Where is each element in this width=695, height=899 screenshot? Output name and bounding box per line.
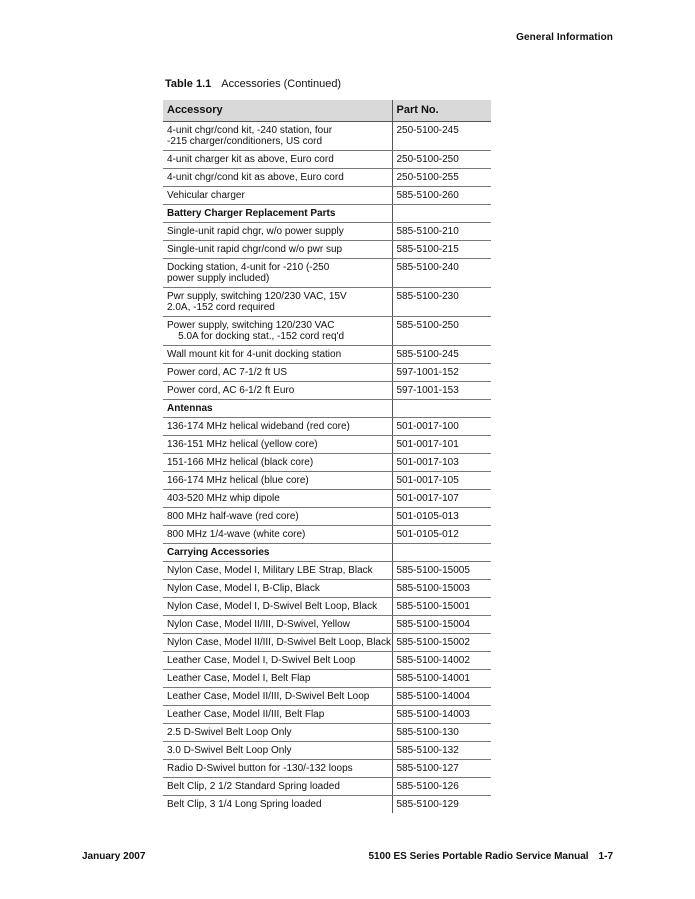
table-row [163, 259, 491, 288]
accessory-cell: Power cord, AC 7-1/2 ft US [163, 364, 392, 382]
accessory-cell: Single-unit rapid chgr, w/o power supply [163, 223, 392, 241]
accessory-cell: Power supply, switching 120/230 VAC 5.0A for docking stat., -152 cord req'd [163, 317, 392, 346]
table-row [163, 418, 491, 436]
accessory-cell: Single-unit rapid chgr/cond w/o pwr sup [163, 241, 392, 259]
part-number-cell: 501-0017-105 [392, 472, 491, 490]
part-number-cell: 250-5100-245 [392, 122, 491, 151]
part-number-cell [392, 544, 491, 562]
table-row [163, 346, 491, 364]
section-title: Battery Charger Replacement Parts [163, 205, 392, 223]
accessory-cell: Docking station, 4-unit for -210 (-250 power supply included) [163, 259, 392, 288]
part-number-cell: 585-5100-14002 [392, 652, 491, 670]
part-number-cell: 585-5100-127 [392, 760, 491, 778]
accessory-cell: 4-unit chgr/cond kit, -240 station, four -215 charger/conditioners, US cord [163, 122, 392, 151]
table-row [163, 724, 491, 742]
footer-page-number: 1-7 [598, 851, 613, 862]
accessory-cell: Nylon Case, Model II/III, D-Swivel, Yellow [163, 616, 392, 634]
part-number-cell: 585-5100-15004 [392, 616, 491, 634]
part-number-cell: 585-5100-240 [392, 259, 491, 288]
part-number-cell: 585-5100-210 [392, 223, 491, 241]
accessory-cell: Pwr supply, switching 120/230 VAC, 15V 2.0A, -152 cord required [163, 288, 392, 317]
table-row [163, 382, 491, 400]
part-number-cell: 585-5100-15001 [392, 598, 491, 616]
table-row [163, 688, 491, 706]
table-row [163, 598, 491, 616]
footer-manual-title: 5100 ES Series Portable Radio Service Manual [368, 851, 589, 862]
accessory-cell: 136-151 MHz helical (yellow core) [163, 436, 392, 454]
table-row [163, 317, 491, 346]
table-row [163, 742, 491, 760]
accessory-cell: 136-174 MHz helical wideband (red core) [163, 418, 392, 436]
accessory-cell: Leather Case, Model II/III, Belt Flap [163, 706, 392, 724]
part-number-cell: 585-5100-126 [392, 778, 491, 796]
accessory-cell: 403-520 MHz whip dipole [163, 490, 392, 508]
table-row [163, 796, 491, 814]
footer-manual-info [368, 851, 613, 862]
part-number-cell: 501-0017-107 [392, 490, 491, 508]
accessory-cell: 151-166 MHz helical (black core) [163, 454, 392, 472]
section-header-row [163, 205, 491, 223]
table-row [163, 151, 491, 169]
section-header-row [163, 544, 491, 562]
table-number: Table 1.1 [165, 78, 212, 90]
table-row [163, 760, 491, 778]
accessory-cell: Nylon Case, Model I, Military LBE Strap, Black [163, 562, 392, 580]
section-title: Antennas [163, 400, 392, 418]
section-title: Carrying Accessories [163, 544, 392, 562]
part-number-cell: 585-5100-15003 [392, 580, 491, 598]
part-number-cell: 501-0105-012 [392, 526, 491, 544]
part-number-cell: 585-5100-14003 [392, 706, 491, 724]
table-caption [165, 78, 341, 90]
part-number-cell: 501-0105-013 [392, 508, 491, 526]
accessory-cell: Vehicular charger [163, 187, 392, 205]
table-row [163, 562, 491, 580]
part-number-cell: 585-5100-245 [392, 346, 491, 364]
part-number-cell: 585-5100-250 [392, 317, 491, 346]
running-header: General Information [516, 32, 613, 43]
part-number-cell: 585-5100-129 [392, 796, 491, 814]
table-row [163, 670, 491, 688]
table-row [163, 187, 491, 205]
accessory-cell: Radio D-Swivel button for -130/-132 loops [163, 760, 392, 778]
part-number-cell: 597-1001-152 [392, 364, 491, 382]
part-number-cell: 501-0017-100 [392, 418, 491, 436]
table-row [163, 436, 491, 454]
part-number-cell: 250-5100-255 [392, 169, 491, 187]
accessory-cell: 3.0 D-Swivel Belt Loop Only [163, 742, 392, 760]
table-row [163, 223, 491, 241]
table-row [163, 241, 491, 259]
accessory-cell: Belt Clip, 2 1/2 Standard Spring loaded [163, 778, 392, 796]
part-number-cell: 585-5100-15005 [392, 562, 491, 580]
accessory-cell: Leather Case, Model I, Belt Flap [163, 670, 392, 688]
part-number-cell: 501-0017-103 [392, 454, 491, 472]
table-row [163, 364, 491, 382]
accessory-cell: Wall mount kit for 4-unit docking station [163, 346, 392, 364]
part-number-cell: 585-5100-230 [392, 288, 491, 317]
accessory-cell: 800 MHz half-wave (red core) [163, 508, 392, 526]
part-number-cell: 501-0017-101 [392, 436, 491, 454]
table-row [163, 454, 491, 472]
table-row [163, 616, 491, 634]
part-number-cell [392, 205, 491, 223]
accessory-cell: Nylon Case, Model I, B-Clip, Black [163, 580, 392, 598]
section-header-row [163, 400, 491, 418]
table-body [163, 122, 491, 814]
footer-date: January 2007 [82, 851, 146, 862]
table-row [163, 580, 491, 598]
part-number-cell: 585-5100-14001 [392, 670, 491, 688]
part-number-cell: 585-5100-132 [392, 742, 491, 760]
table-title: Accessories (Continued) [221, 78, 342, 90]
table-row [163, 490, 491, 508]
part-number-cell: 585-5100-260 [392, 187, 491, 205]
accessory-cell: Power cord, AC 6-1/2 ft Euro [163, 382, 392, 400]
table-row [163, 706, 491, 724]
accessory-cell: 800 MHz 1/4-wave (white core) [163, 526, 392, 544]
accessory-cell: 2.5 D-Swivel Belt Loop Only [163, 724, 392, 742]
part-number-cell [392, 400, 491, 418]
accessory-cell: Leather Case, Model I, D-Swivel Belt Loop [163, 652, 392, 670]
table-row [163, 288, 491, 317]
part-number-cell: 585-5100-14004 [392, 688, 491, 706]
table-row [163, 472, 491, 490]
table-header-row [163, 100, 491, 122]
accessory-cell: Leather Case, Model II/III, D-Swivel Belt Loop [163, 688, 392, 706]
accessory-cell: Belt Clip, 3 1/4 Long Spring loaded [167, 799, 322, 810]
part-number-cell: 585-5100-15002 [392, 634, 491, 652]
accessory-cell: 4-unit charger kit as above, Euro cord [163, 151, 392, 169]
table-row [163, 652, 491, 670]
column-header-part-no: Part No. [392, 100, 491, 122]
accessories-table [163, 100, 491, 813]
table-row [163, 778, 491, 796]
accessory-cell: Nylon Case, Model I, D-Swivel Belt Loop, Black [163, 598, 392, 616]
accessory-cell: 166-174 MHz helical (blue core) [163, 472, 392, 490]
table-row [163, 169, 491, 187]
table-row [163, 508, 491, 526]
table-row [163, 526, 491, 544]
part-number-cell: 585-5100-130 [392, 724, 491, 742]
column-header-accessory: Accessory [163, 100, 392, 122]
part-number-cell: 597-1001-153 [392, 382, 491, 400]
table-row [163, 122, 491, 151]
part-number-cell: 585-5100-215 [392, 241, 491, 259]
accessory-cell: Nylon Case, Model II/III, D-Swivel Belt Loop, Black [163, 634, 392, 652]
part-number-cell: 250-5100-250 [392, 151, 491, 169]
table-row [163, 634, 491, 652]
accessory-cell: 4-unit chgr/cond kit as above, Euro cord [163, 169, 392, 187]
